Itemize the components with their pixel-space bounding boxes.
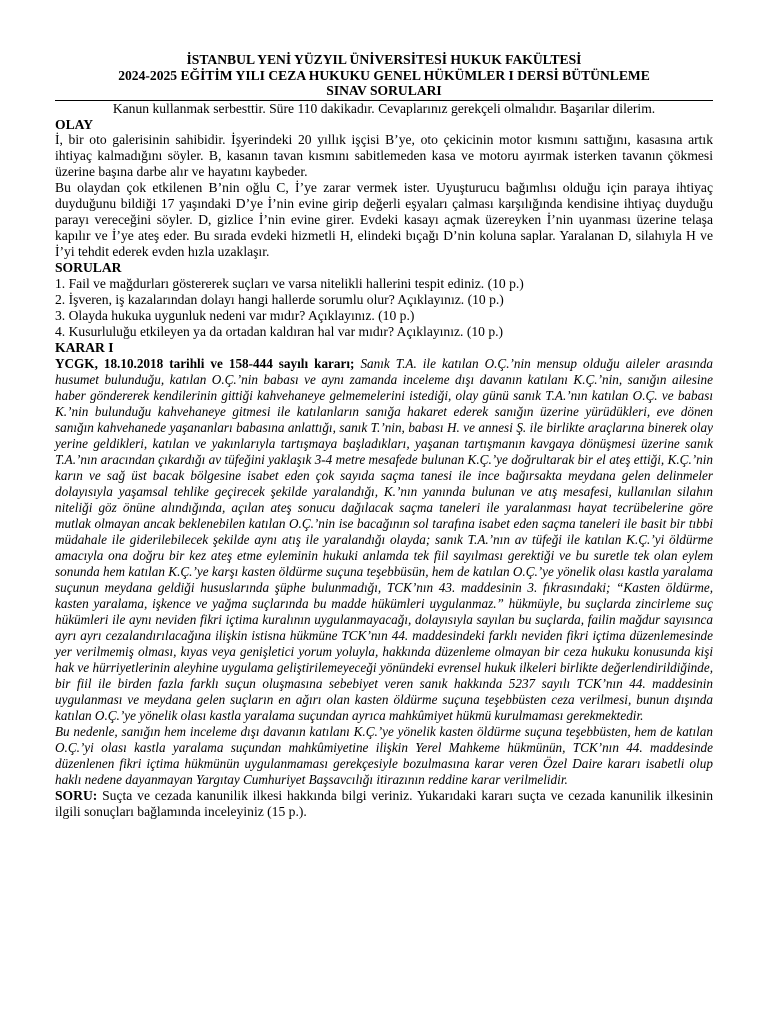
karar-paragraph-1 <box>55 356 713 724</box>
header-exam-title: SINAV SORULARI <box>326 83 442 99</box>
sorular-heading: SORULAR <box>55 260 122 276</box>
olay-paragraph-1: İ, bir oto galerisinin sahibidir. İşyerindeki 20 yıllık işçisi B’ye, oto çekicinin motor kısmını sattığını, kasasına artık ihtiyaç kalmadığını söyler. B, kasanın tavan kısmını sabitlemeden kasa ve motoru ayırmak isterken tavanın çökmesi üzerine başına darbe alır ve hayatını kaybeder. <box>55 132 713 180</box>
karar-body: Sanık T.A. ile katılan O.Ç.’nin mensup olduğu aileler arasında husumet bulunduğu, katılan O.Ç.’nin babası ve aynı zamanda inceleme dışı davanın katılanı K.Ç.’nin, sanığın ailesine haber göndererek kendilerinin gittiği kahvehaneye gelmemelerini istediği, olay günü sanık T.A.’nın katılan O.Ç. ve babası K.’nin bulunduğu kahvehaneye gitmesi ile katılanların sanığa hakaret ederek sanığın üzerine yürüdükleri, eve dönen sanığın kahvehanede yaşananları babasına anlattığı, sanık T.’nin, babası H. ve annesi Ş. ile birlikte araçlarına binerek olay yerine geldikleri, katılan ve yakınlarıyla tartışmaya başladıkları, yaşanan tartışmanın kavgaya dönüşmesi üzerine sanık T.A.’nın aracından çıkardığı av tüfeğini yaklaşık 3-4 metre mesafede bulunan K.Ç.’ye doğrultarak bir el ateş ettiği, K.Ç.’nin karın ve sağ üst bacak bölgesine isabet eden çok sayıda saçma tanesi ile ince bağırsakta meydana gelen delinmeler dolayısıyla yaşamsal tehlike geçirecek şekilde yaralandığı, K.’nın yanında bulunan ve atış mesafesi, kullanılan silahın niteliği göz önüne alındığında, açılan ateş sonucu dağılacak saçma taneleri ile yaralanması hayat tecrübelerine göre mutlak olmayan ancak beklenebilen katılan O.Ç.’nin ise bacağının sol tarafına isabet eden saçma taneleri ile basit bir tıbbi müdahale ile giderilebilecek şekilde aynı atış ile yaralandığı olayda; sanık T.A.’nın av tüfeği ile katılan K.Ç.’yi öldürme amacıyla ona doğru bir kez ateş etme eyleminin hukuki anlamda tek fiil sayılması gerektiği ve bu suretle tek olan eylem sonunda hem katılan K.Ç.’ye karşı kasten öldürme suçuna teşebbüsün, hem de katılan O.Ç.’ye yönelik olası kastla yaralama suçunun meydana geldiği hususlarında şüphe bulunmadığı, TCK’nın 43. maddesinin 3. fıkrasındaki; “Kasten öldürme, kasten yaralama, işkence ve yağma suçlarında bu madde hükümleri uygulanmaz.” hükmüyle, bu suçlarda zincirleme suç hükümleri ile aynı neviden fikri içtima kuralının uygulanmayacağı, dolayısıyla sayılan bu suçlarda, failin mağdur sayısınca ayrı ayrı cezalandırılacağına ilişkin istisna hükmüne TCK’nın 44. maddesindeki farklı neviden fikri içtima düzenlemesinde yer verilmemiş olması, kıyas veya genişletici yorum yoluyla, hakkında düzenleme olmayan bir ceza hukuku konusunda kişi hak ve hürriyetlerinin aleyhine uygulama geliştirilemeyeceği yönündeki evrensel hukuk ilkeleri birlikte değerlendirildiğinde, bir fiil ile birden fazla farklı suçun oluşmasına sebebiyet veren sanık hakkında 5237 sayılı TCK’nın 44. maddesinin uygulanması ve meydana gelen suçların en ağırı olan kasten öldürme suçuna teşebbüsten ceza verilmesi, bunun dışında katılan O.Ç.’ye yönelik olası kastla yaralama suçundan ayrıca mahkûmiyet hükmü kurulmaması gerekmektedir. <box>55 355 714 723</box>
question-2: 2. İşveren, iş kazalarından dolayı hangi hallerde sorumlu olur? Açıklayınız. (10 p.) <box>55 291 504 307</box>
soru-text: Suçta ve cezada kanunilik ilkesi hakkında bilgi veriniz. Yukarıdaki kararı suçta ve cezada kanunilik ilkesinin ilgili sonuçları bağlamında inceleyiniz (15 p.). <box>55 787 713 819</box>
soru-paragraph <box>55 788 713 820</box>
olay-paragraph-2: Bu olaydan çok etkilenen B’nin oğlu C, İ’ye zarar vermek ister. Uyuşturucu bağımlısı olduğu için paraya ihtiyaç duyduğunu bildiği 17 yaşındaki D’ye İ’nin evine girip değerli eşyaları çalması karşılığında kendisine ihtiyaç duyduğu parayı vereceğini söyler. D, gizlice İ’nin evine girer. Evdeki kasayı açmak üzereyken İ’nin uyanması üzerine telaşa kapılır ve İ’ye ateş eder. Bu sırada evdeki hizmetli H, elindeki bıçağı D’nin koluna saplar. Yaralanan D, silahıyla H ve İ’yi tehdit ederek evden hızla uzaklaşır. <box>55 180 713 260</box>
exam-document <box>55 52 713 820</box>
question-1: 1. Fail ve mağdurları göstererek suçları ve varsa nitelikli hallerini tespit ediniz. (10 p.) <box>55 275 524 291</box>
karar-heading: KARAR I <box>55 339 114 355</box>
instructions: Kanun kullanmak serbesttir. Süre 110 dakikadır. Cevaplarınız gerekçeli olmalıdır. Başarılar dilerim. <box>112 100 656 116</box>
karar-citation: YCGK, 18.10.2018 tarihli ve 158-444 sayılı kararı; <box>55 355 355 371</box>
soru-label: SORU: <box>55 787 98 803</box>
header-course: 2024-2025 EĞİTİM YILI CEZA HUKUKU GENEL HÜKÜMLER I DERSİ BÜTÜNLEME <box>118 67 650 83</box>
olay-heading: OLAY <box>55 116 94 132</box>
header-university: İSTANBUL YENİ YÜZYIL ÜNİVERSİTESİ HUKUK FAKÜLTESİ <box>186 52 582 67</box>
question-4: 4. Kusurluluğu etkileyen ya da ortadan kaldıran hal var mıdır? Açıklayınız. (10 p.) <box>55 323 504 339</box>
question-3: 3. Olayda hukuka uygunluk nedeni var mıdır? Açıklayınız. (10 p.) <box>55 307 415 323</box>
karar-paragraph-2: Bu nedenle, sanığın hem inceleme dışı davanın katılanı K.Ç.’ye yönelik kasten öldürme suçuna teşebbüsten, hem de katılan O.Ç.’yi olası kastla yaralama suçundan mahkûmiyetine ilişkin Yerel Mahkeme hükmünün, TCK’nın 44. maddesinde düzenlenen fikri içtima hükmünün uygulanmaması gerekçesiyle bozulmasına karar veren Özel Daire kararı isabetli olup haklı nedene dayanmayan Yargıtay Cumhuriyet Başsavcılığı itirazının reddine karar verilmelidir. <box>55 723 713 787</box>
